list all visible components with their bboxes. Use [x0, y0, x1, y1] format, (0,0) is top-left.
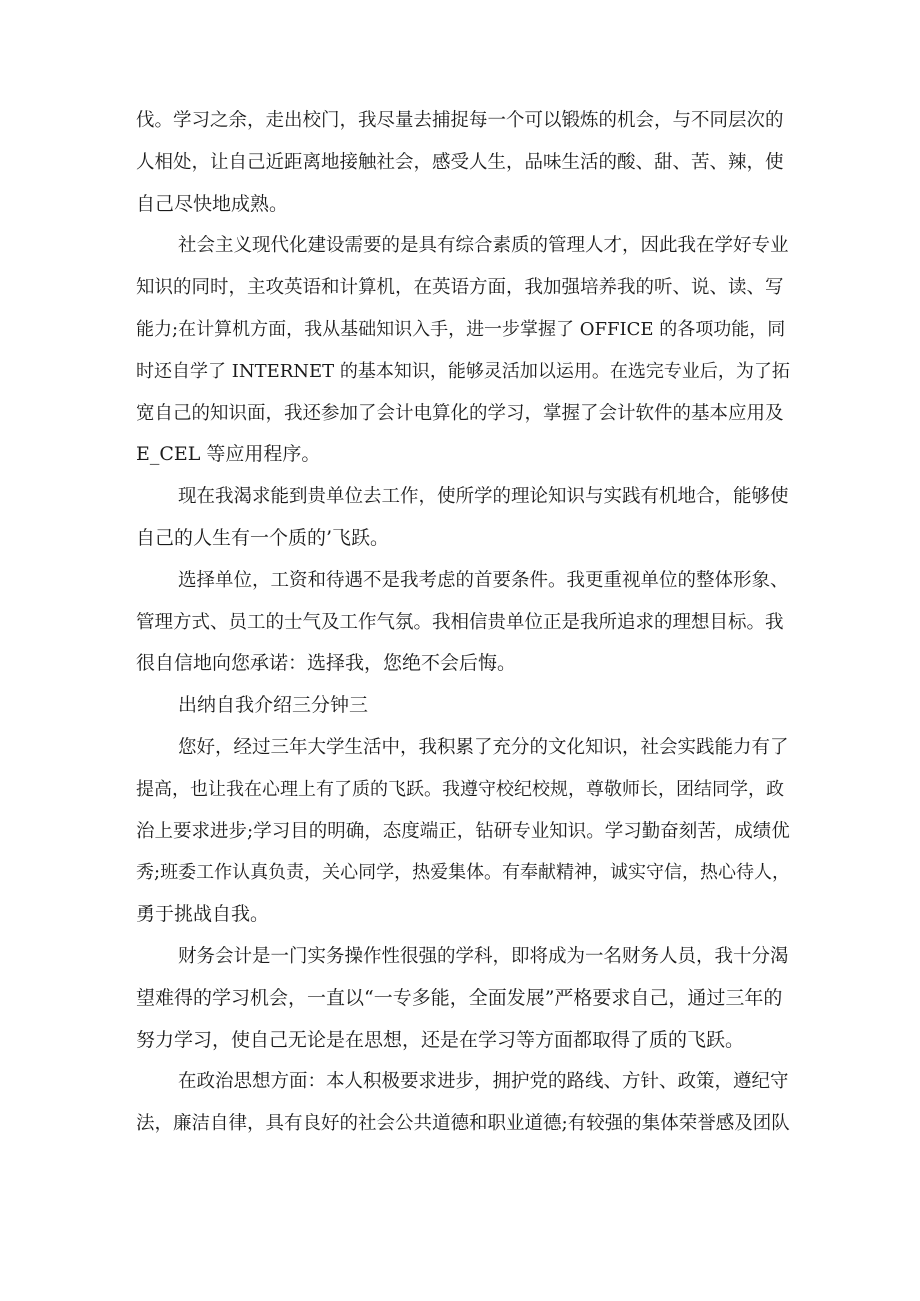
text-line: 努力学习，使自己无论是在思想，还是在学习等方面都取得了质的飞跃。: [136, 1028, 745, 1051]
text-line: 管理方式、员工的士气及工作气氛。我相信贵单位正是我所追求的理想目标。我: [136, 611, 784, 633]
text-line: 秀;班委工作认真负责，关心同学，热爱集体。有奉献精神，诚实守信，热心待人，: [136, 862, 791, 884]
text-line: 伐。学习之余，走出校门，我尽量去捕捉每一个可以锻炼的机会，与不同层次的: [136, 110, 784, 131]
text-line: 社会主义现代化建设需要的是具有综合素质的管理人才，因此我在学好专业: [178, 235, 789, 257]
text-line: 勇于挑战自我。: [136, 903, 270, 926]
text-line: 您好，经过三年大学生活中，我积累了充分的文化知识，社会实践能力有了: [178, 736, 789, 758]
text-line: 很自信地向您承诺：选择我，您绝不会后悔。: [136, 652, 517, 675]
text-line: 望难得的学习机会，一直以“一专多能，全面发展”严格要求自己，通过三年的: [136, 986, 783, 1009]
text-line: 自己的人生有一个质的’飞跃。: [136, 526, 390, 549]
text-line: 在政治思想方面：本人积极要求进步，拥护党的路线、方针、政策，遵纪守: [178, 1071, 789, 1093]
text-line: 法，廉洁自律，具有良好的社会公共道德和职业道德;有较强的集体荣誉感及团队: [136, 1113, 790, 1135]
document-body: [136, 100, 796, 1145]
text-line: 选择单位，工资和待遇不是我考虑的首要条件。我更重视单位的整体形象、: [178, 569, 789, 591]
text-line: 人相处，让自己近距离地接触社会，感受人生，品味生活的酸、甜、苦、辣，使: [136, 151, 784, 173]
text-line: 宽自己的知识面，我还参加了会计电算化的学习，掌握了会计软件的基本应用及: [136, 402, 784, 424]
text-line: 现在我渴求能到贵单位去工作，使所学的理论知识与实践有机地合，能够使: [178, 486, 789, 508]
text-line: 时还自学了 INTERNET 的基本知识，能够灵活加以运用。在选完专业后，为了拓: [136, 360, 790, 382]
text-line: 能力;在计算机方面，我从基础知识入手，进一步掌握了 OFFICE 的各项功能，同: [136, 318, 786, 340]
text-line: 自己尽快地成熟。: [136, 192, 289, 215]
text-line: 治上要求进步;学习目的明确，态度端正，钻研专业知识。学习勤奋刻苦，成绩优: [136, 820, 790, 842]
text-line: 出纳自我介绍三分钟三: [178, 694, 369, 717]
text-line: 财务会计是一门实务操作性很强的学科，即将成为一名财务人员，我十分渴: [178, 945, 789, 967]
text-line: E_CEL 等应用程序。: [136, 443, 321, 466]
text-line: 提高，也让我在心理上有了质的飞跃。我遵守校纪校规，尊敬师长，团结同学，政: [136, 778, 784, 800]
text-line: 知识的同时，主攻英语和计算机，在英语方面，我加强培养我的听、说、读、写: [136, 277, 784, 299]
